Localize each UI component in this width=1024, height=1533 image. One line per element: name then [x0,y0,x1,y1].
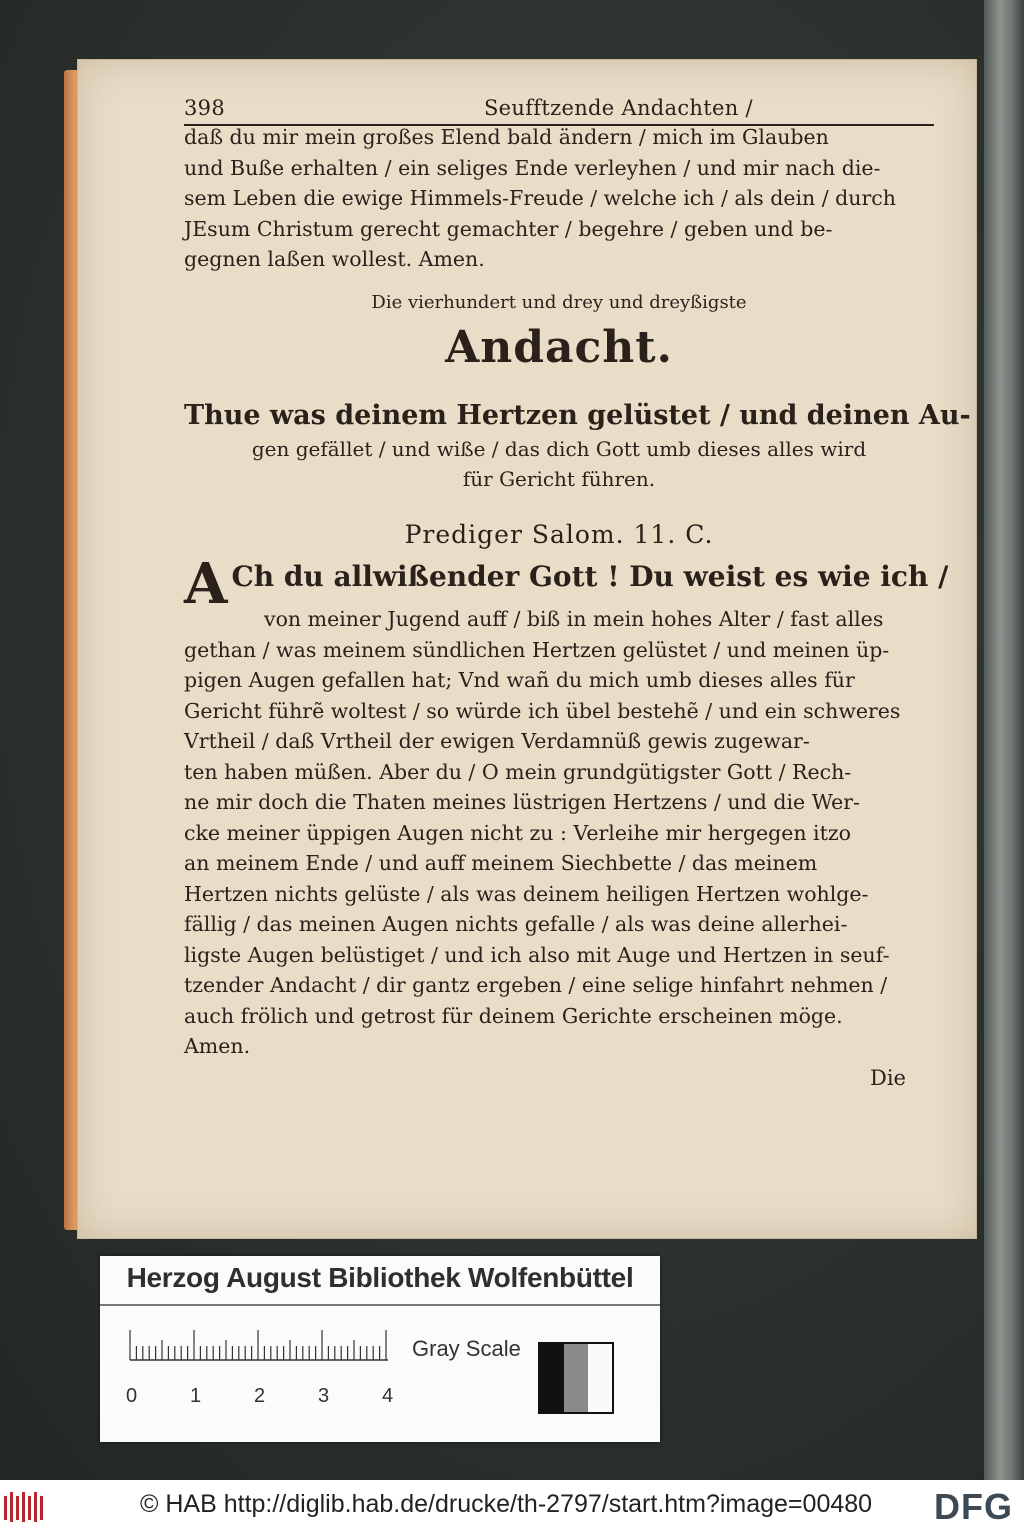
catchword: Die [870,1066,906,1090]
ruler-number: 4 [382,1385,394,1407]
text-line: pigen Augen gefallen hat; Vnd wañ du mich umb dieses alles für [184,668,855,692]
text-line: sem Leben die ewige Himmels-Freude / welche ich / als dein / durch [184,186,896,210]
section-subheading: Die vierhundert und drey und dreyßigste [371,292,747,313]
text-line: tzender Andacht / dir gantz ergeben / eine selige hinfahrt nehmen / [184,973,888,997]
text-line: gegnen laßen wollest. Amen. [184,247,485,271]
scripture-reference: Prediger Salom. 11. C. [404,520,714,549]
binding-strip [984,0,1024,1480]
swatch-gray [564,1344,588,1412]
gray-scale-swatches [538,1342,614,1414]
text-line: an meinem Ende / und auff meinem Siechbette / das meinem [184,851,818,875]
running-title: Seufftzende Andachten / [484,96,753,120]
text-line: gethan / was meinem sündlichen Hertzen gelüstet / und meinen üp- [184,637,890,662]
hab-barcode-logo-icon [4,1492,48,1522]
text-line: Amen. [184,1034,251,1058]
gray-scale-label: Gray Scale [412,1336,521,1361]
text-line: Vrtheil / daß Vrtheil der ewigen Verdamnüß gewis zugewar- [184,729,810,753]
text-line: JEsum Christum gerecht gemachter / begehre / geben und be- [184,216,833,241]
paragraph-2 [184,604,934,1062]
dfg-logo: DFG [934,1486,1013,1527]
swatch-white [588,1344,612,1412]
text-line: Hertzen nichts gelüste / als was deinem heiligen Hertzen wohlge- [184,881,869,906]
section-heading: Andacht. [445,322,673,373]
opening-line [184,551,949,617]
text-line: auch frölich und getrost für deinem Gerichte erscheinen möge. [184,1003,843,1028]
ruler-number: 2 [254,1385,266,1407]
text-line: ligste Augen belüstiget / und ich also mit Auge und Hertzen in seuf- [184,942,890,967]
footer-bar [0,1480,1024,1533]
ruler-number: 1 [190,1385,202,1407]
swatch-black [540,1344,564,1412]
text-line: ne mir doch die Thaten meines lüstrigen Hertzens / und die Wer- [184,790,860,814]
motto-line: für Gericht führen. [462,467,656,491]
ruler-number: 0 [126,1385,138,1407]
text-line: fällig / das meinen Augen nichts gefalle / als was deine allerhei- [184,912,848,936]
text-line: und Buße erhalten / ein seliges Ende verleyhen / und mir nach die- [184,155,881,180]
copyright-url[interactable]: © HAB http://diglib.hab.de/drucke/th-2797/start.htm?image=00480 [140,1490,873,1518]
motto [184,398,971,494]
library-name: Herzog August Bibliothek Wolfenbüttel [126,1262,634,1293]
text-line: Gericht führẽ woltest / so würde ich übel bestehẽ / und ein schweres [184,698,901,723]
page-number: 398 [184,96,225,120]
opening-line-text: Ch du allwißender Gott ! Du weist es wie ich / [231,560,949,593]
motto-line: Thue was deinem Hertzen gelüstet / und deinen Au- [184,400,971,431]
label-divider [100,1304,660,1306]
drop-capital: A [184,551,228,617]
text-line: von meiner Jugend auff / biß in mein hohes Alter / fast alles [264,607,884,631]
library-color-scale-label [100,1256,660,1442]
measurement-ruler [126,1326,396,1408]
paragraph-1 [184,122,934,275]
motto-line: gen gefället / und wiße / das dich Gott umb dieses alles wird [251,437,867,461]
text-line: daß du mir mein großes Elend bald ändern / mich im Glauben [184,125,829,149]
ruler-number: 3 [318,1385,330,1407]
text-line: ten haben müßen. Aber du / O mein grundgütigster Gott / Rech- [184,759,852,784]
text-line: cke meiner üppigen Augen nicht zu : Verleihe mir hergegen itzo [184,820,851,845]
